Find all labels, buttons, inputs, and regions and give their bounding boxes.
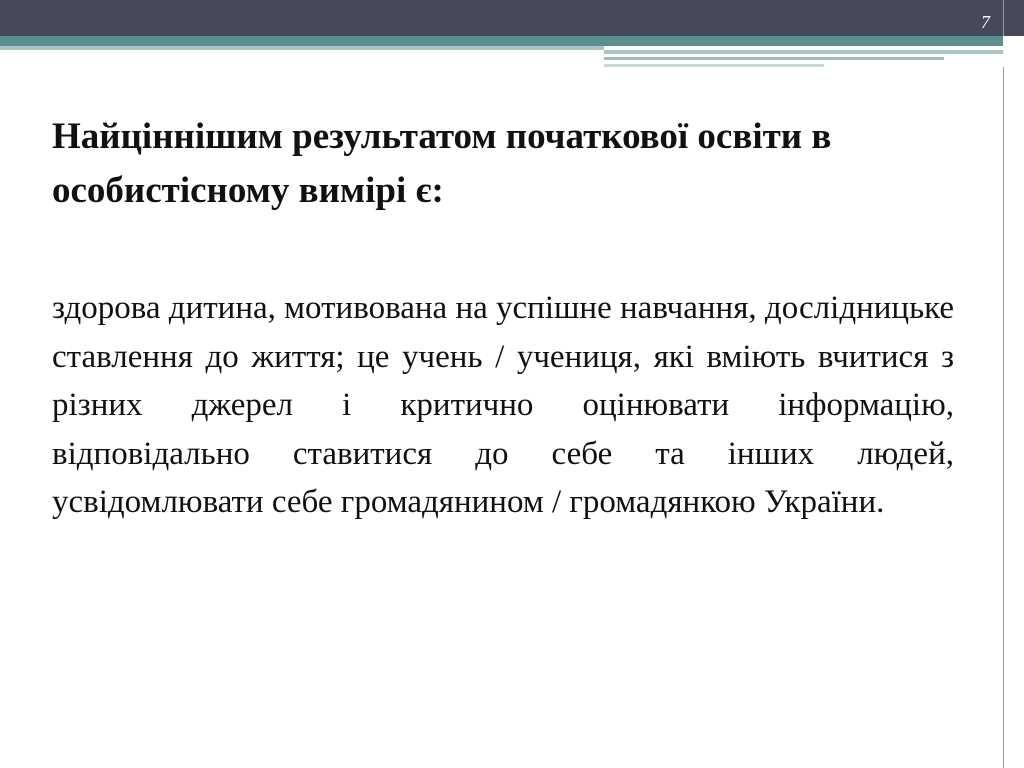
header-decorative-stripe — [604, 57, 944, 60]
right-border-line — [1003, 0, 1004, 768]
header-decorative-stripe — [604, 50, 1004, 54]
header-decorative-stripe — [604, 64, 824, 67]
slide-heading: Найціннішим результатом початкової освіти в особистісному вимірі є: — [52, 116, 832, 211]
header-decorative-stripe — [0, 46, 604, 50]
header-teal-stripe — [0, 36, 1024, 46]
slide-body-text: здорова дитина, мотивована на успішне навчання, дослідницьке ставлення до життя; це учень / учениця, які вміють вчитися з різних джерел і критично оцінювати інформацію, відповідально ставитися до себе та інших людей, усвідомлювати себе громадянином / громадянкою України. — [52, 290, 954, 520]
corner-notch — [1003, 36, 1024, 67]
header-band — [0, 0, 1024, 36]
slide-number: 7 — [981, 12, 990, 32]
